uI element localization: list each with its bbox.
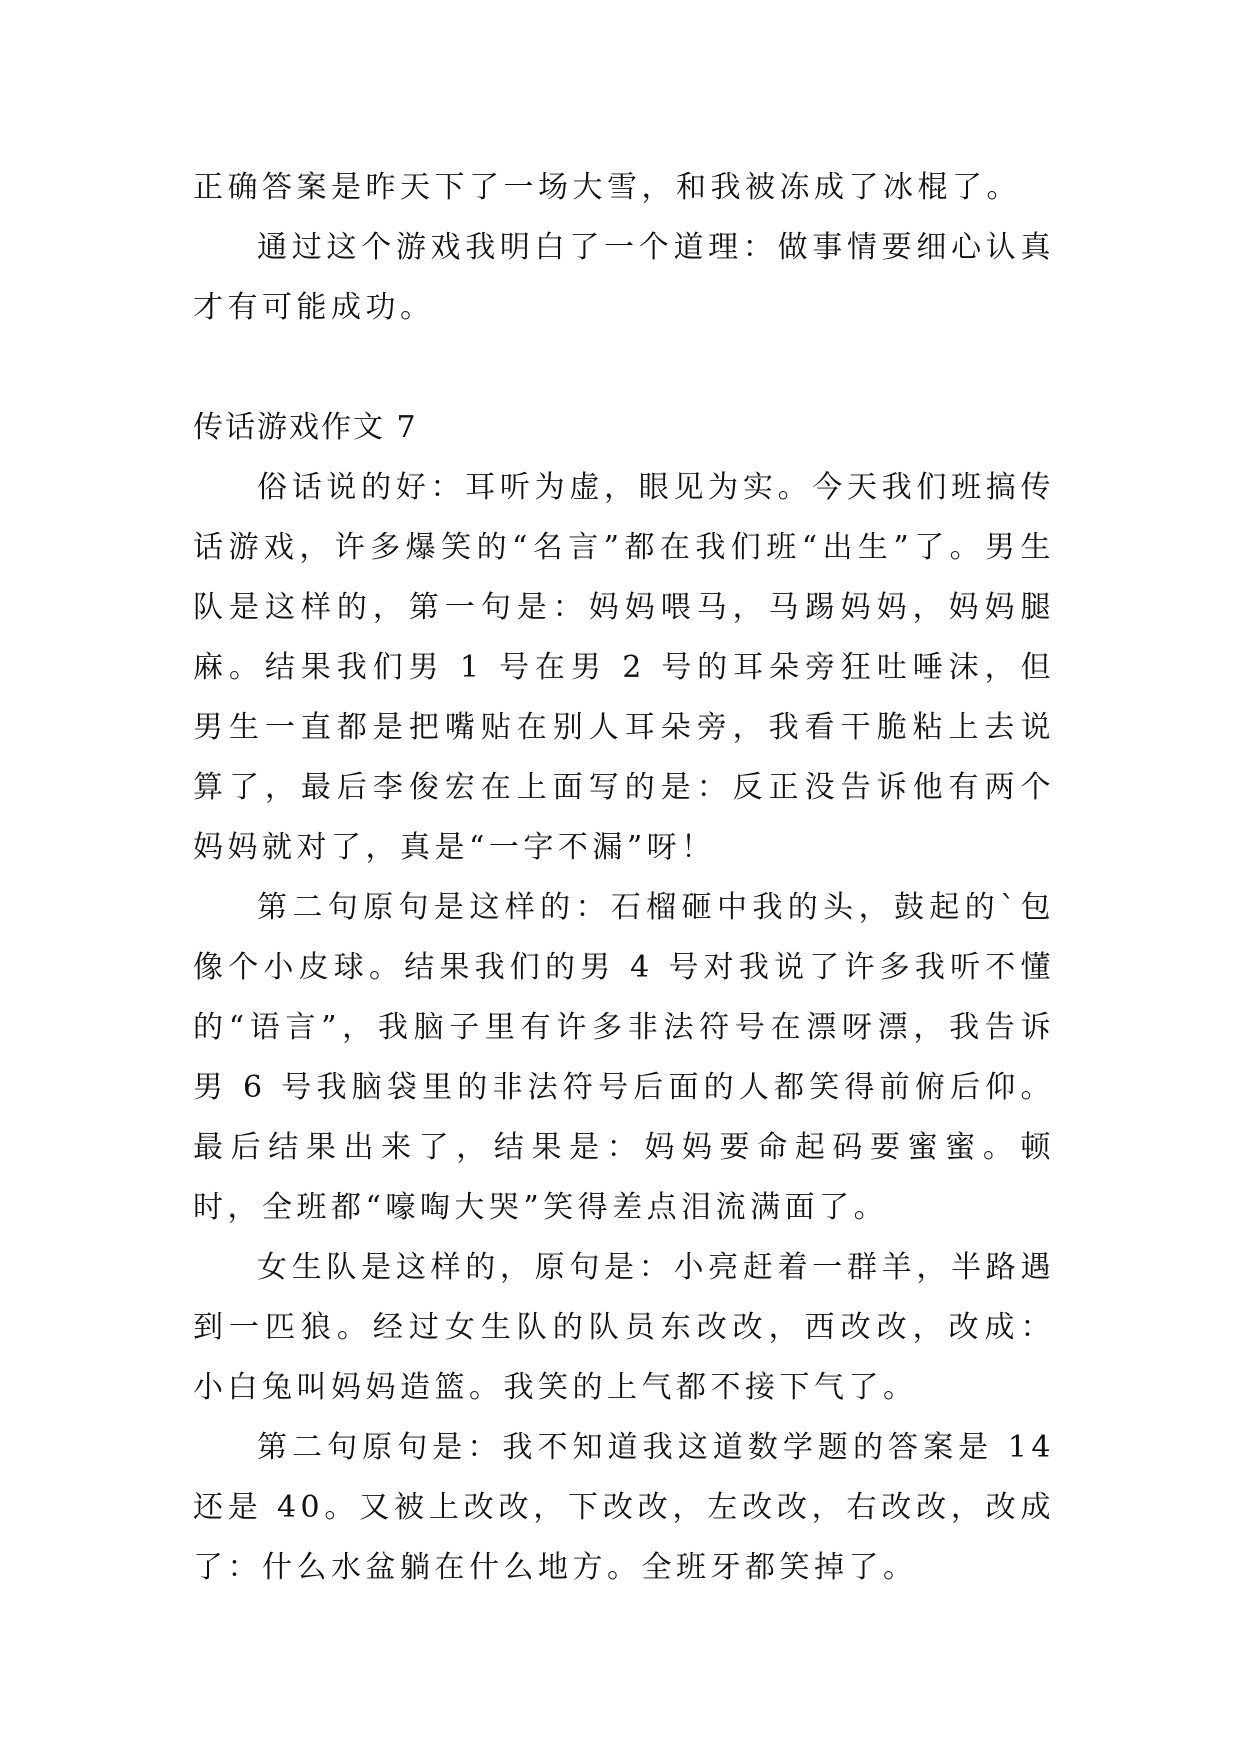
paragraph-girls-first: 女生队是这样的，原句是：小亮赶着一群羊，半路遇到一匹狼。经过女生队的队员东改改，西改改，改成：小白兔叫妈妈造篮。我笑的上气都不接下气了。 <box>193 1250 1055 1405</box>
paragraph-girls-second: 第二句原句是：我不知道我这道数学题的答案是 14 还是 40。又被上改改，下改改，左改改，右改改，改成了：什么水盆躺在什么地方。全班牙都笑掉了。 <box>193 1430 1055 1585</box>
paragraph-lesson: 通过这个游戏我明白了一个道理：做事情要细心认真才有可能成功。 <box>193 230 1055 325</box>
paragraph-boys-second: 第二句原句是这样的：石榴砸中我的头，鼓起的`包像个小皮球。结果我们的男 4 号对我说了许多我听不懂的“语言”，我脑子里有许多非法符号在漂呀漂，我告诉男 6 号我脑袋里的非法符号后面的人都笑得前俯后仰。最后结果出来了，结果是：妈妈要命起码要蜜蜜。顿时，全班都“嚎啕大哭”笑得差点泪流满面了。 <box>193 890 1055 1225</box>
paragraph-boys-first: 俗话说的好：耳听为虚，眼见为实。今天我们班搞传话游戏，许多爆笑的“名言”都在我们班“出生”了。男生队是这样的，第一句是：妈妈喂马，马踢妈妈，妈妈腿麻。结果我们男 1 号在男 2 号的耳朵旁狂吐唾沫，但男生一直都是把嘴贴在别人耳朵旁，我看干脆粘上去说算了，最后李俊宏在上面写的是：反正没告诉他有两个妈妈就对了，真是“一字不漏”呀！ <box>193 470 1055 865</box>
paragraph-answer: 正确答案是昨天下了一场大雪，和我被冻成了冰棍了。 <box>193 170 1021 205</box>
document-body <box>193 158 1055 1598</box>
section-heading: 传话游戏作文 7 <box>193 410 418 445</box>
